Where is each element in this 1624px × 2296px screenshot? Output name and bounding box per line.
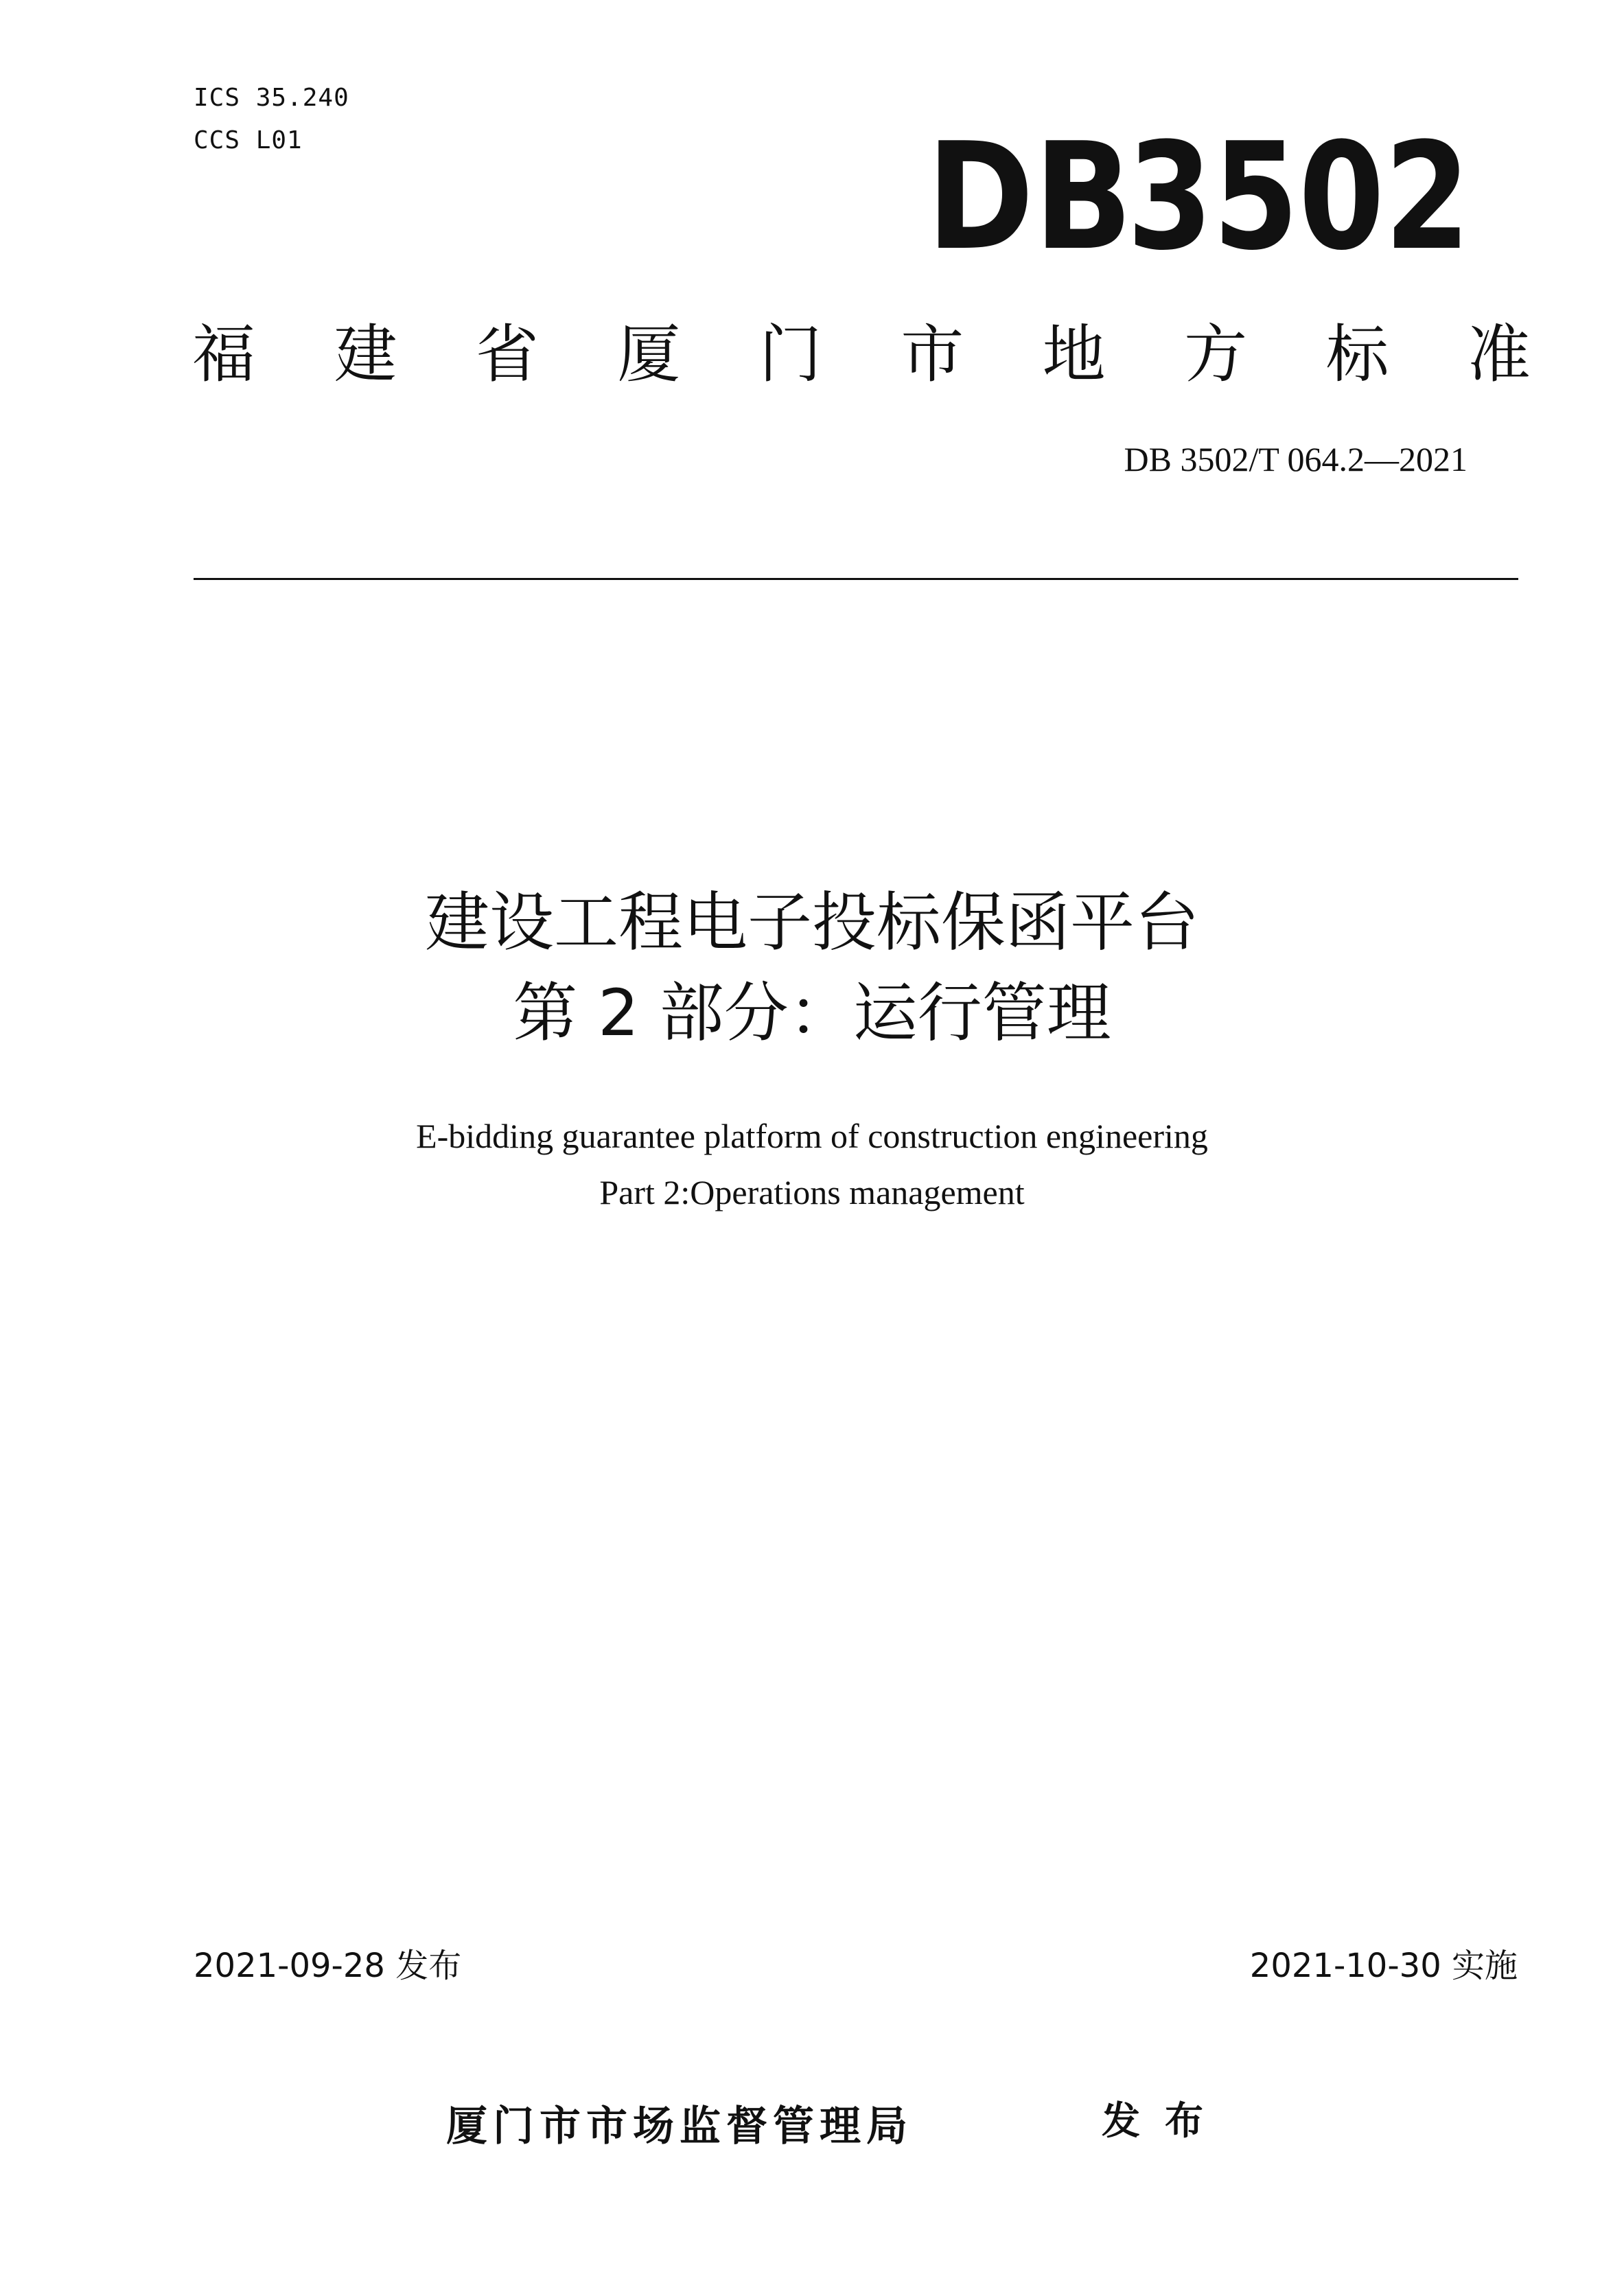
title-chinese-line-2: 第 2 部分：运行管理 — [513, 976, 1111, 1051]
standard-type-char: 厦 — [617, 318, 681, 391]
title-english-line-2: Part 2:Operations management — [599, 1173, 1025, 1211]
ccs-code: CCS L01 — [194, 126, 303, 154]
standard-type-char: 福 — [192, 318, 256, 391]
standard-type-char: 标 — [1325, 318, 1389, 391]
standard-type-char: 省 — [475, 318, 539, 391]
standard-type-char: 门 — [758, 318, 822, 391]
logo-letters: DB — [927, 111, 1133, 283]
logo-digits: 3502 — [1127, 111, 1470, 283]
title-chinese-line-1: 建设工程电子投标保函平台 — [424, 885, 1199, 960]
issuing-authority: 厦门市市场监督管理局 — [446, 2102, 913, 2150]
standard-number: DB 3502/T 064.2—2021 — [1124, 440, 1468, 478]
standard-type-char: 市 — [901, 318, 964, 391]
header-divider — [194, 578, 1518, 580]
ics-code: ICS 35.240 — [194, 84, 349, 112]
standard-type-char: 地 — [1042, 318, 1106, 391]
standard-type-char: 建 — [334, 318, 397, 391]
issue-action: 发布 — [1102, 2099, 1228, 2144]
title-english-line-1: E-bidding guarantee platform of construction engineering — [416, 1117, 1208, 1155]
standard-type-char: 方 — [1184, 318, 1248, 391]
implement-date: 2021-10-30 实施 — [1249, 1947, 1518, 1985]
standard-type — [192, 317, 1531, 393]
publish-date: 2021-09-28 发布 — [194, 1947, 462, 1985]
db-logo — [927, 111, 1476, 283]
standard-type-char: 准 — [1467, 318, 1531, 391]
